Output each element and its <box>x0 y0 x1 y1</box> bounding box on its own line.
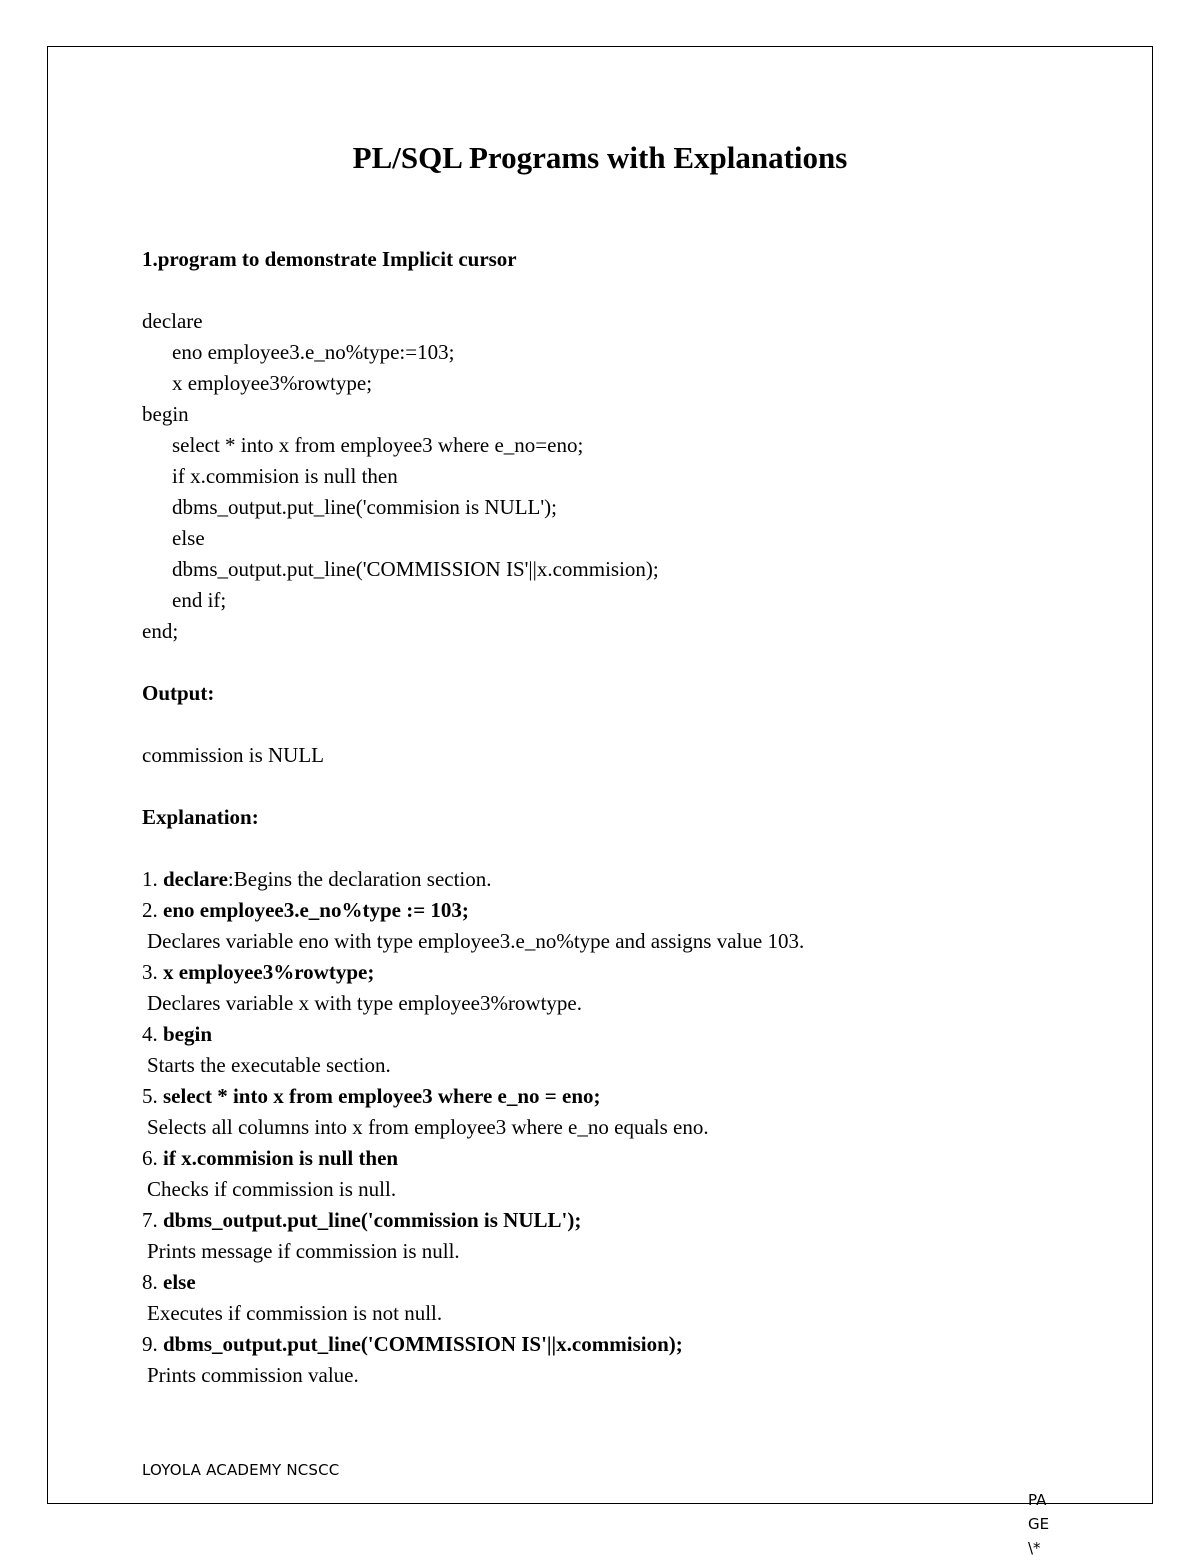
explanation-number: 3. <box>142 960 163 984</box>
code-line: eno employee3.e_no%type:=103; <box>172 340 455 364</box>
explanation-description: Executes if commission is not null. <box>147 1301 443 1325</box>
explanation-description: Declares variable x with type employee3%rowtype. <box>147 991 583 1015</box>
explanation-term: eno employee3.e_no%type := 103; <box>163 898 469 922</box>
explanation-list <box>142 864 1102 1391</box>
explanation-item <box>142 864 1102 895</box>
footer-text: LOYOLA ACADEMY NCSCC <box>142 1461 340 1479</box>
output-text: commission is NULL <box>142 743 324 767</box>
page-label-line: \* <box>1028 1539 1041 1557</box>
explanation-term: declare <box>163 867 228 891</box>
explanation-number: 9. <box>142 1332 163 1356</box>
code-line: end if; <box>172 588 227 612</box>
code-block <box>142 306 1102 647</box>
page-title: PL/SQL Programs with Explanations <box>352 140 848 175</box>
code-line: x employee3%rowtype; <box>172 371 373 395</box>
explanation-description: Starts the executable section. <box>147 1053 391 1077</box>
explanation-number: 8. <box>142 1270 163 1294</box>
explanation-item <box>142 1143 1102 1174</box>
code-line: declare <box>142 309 203 333</box>
explanation-term: select * into x from employee3 where e_no = eno; <box>163 1084 601 1108</box>
page-number-field <box>1028 1488 1049 1560</box>
explanation-number: 2. <box>142 898 163 922</box>
explanation-number: 1. <box>142 867 163 891</box>
code-line: else <box>172 526 205 550</box>
code-line: dbms_output.put_line('commision is NULL'); <box>172 495 557 519</box>
explanation-number: 5. <box>142 1084 163 1108</box>
output-heading: Output: <box>142 681 215 705</box>
explanation-description: Begins the declaration section. <box>233 867 492 891</box>
explanation-term: begin <box>163 1022 213 1046</box>
document-body <box>142 244 1102 1391</box>
page-label-line: PA <box>1028 1491 1047 1509</box>
section-heading: 1.program to demonstrate Implicit cursor <box>142 247 517 271</box>
explanation-item <box>142 895 1102 926</box>
page-label-line: GE <box>1028 1515 1050 1533</box>
explanation-item <box>142 1267 1102 1298</box>
explanation-term: dbms_output.put_line('commission is NULL'); <box>163 1208 582 1232</box>
explanation-heading: Explanation: <box>142 805 259 829</box>
explanation-description: Prints message if commission is null. <box>147 1239 460 1263</box>
explanation-item <box>142 1019 1102 1050</box>
explanation-number: 7. <box>142 1208 163 1232</box>
explanation-description: Checks if commission is null. <box>147 1177 397 1201</box>
code-line: select * into x from employee3 where e_no=eno; <box>172 433 584 457</box>
explanation-description: Declares variable eno with type employee3.e_no%type and assigns value 103. <box>147 929 805 953</box>
explanation-term: else <box>163 1270 196 1294</box>
explanation-description: Selects all columns into x from employee3 where e_no equals eno. <box>147 1115 709 1139</box>
explanation-item <box>142 1205 1102 1236</box>
explanation-term: if x.commision is null then <box>163 1146 399 1170</box>
explanation-item <box>142 1329 1102 1360</box>
explanation-term: x employee3%rowtype; <box>163 960 375 984</box>
code-line: if x.commision is null then <box>172 464 398 488</box>
explanation-number: 4. <box>142 1022 163 1046</box>
explanation-description: Prints commission value. <box>147 1363 359 1387</box>
code-line: dbms_output.put_line('COMMISSION IS'||x.commision); <box>172 557 659 581</box>
explanation-number: 6. <box>142 1146 163 1170</box>
explanation-term: dbms_output.put_line('COMMISSION IS'||x.commision); <box>163 1332 683 1356</box>
explanation-separator: : <box>227 867 234 891</box>
explanation-item <box>142 1081 1102 1112</box>
code-line: begin <box>142 402 189 426</box>
code-line: end; <box>142 619 179 643</box>
explanation-item <box>142 957 1102 988</box>
